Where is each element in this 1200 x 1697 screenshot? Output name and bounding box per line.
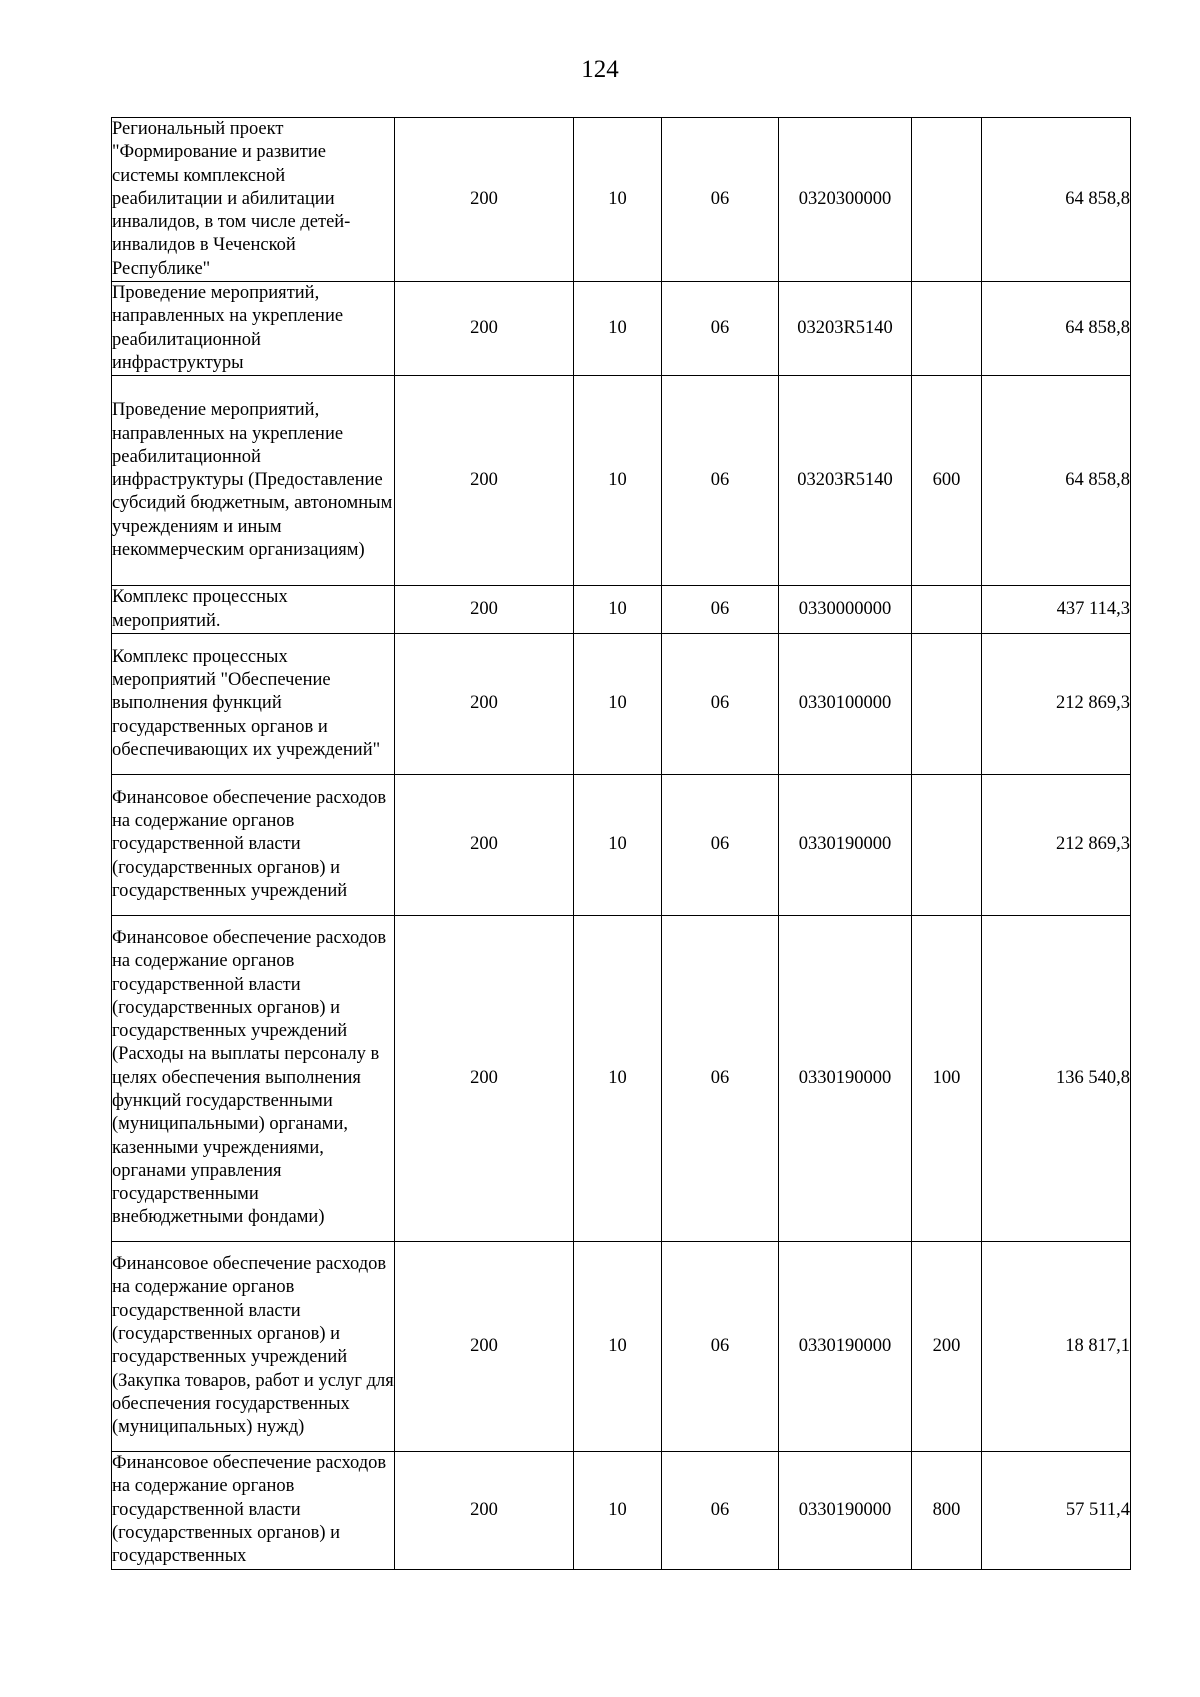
amount: 57 511,4 bbox=[982, 1451, 1131, 1569]
expense-type-code: 200 bbox=[912, 1241, 982, 1451]
subsection-code: 06 bbox=[662, 915, 779, 1241]
row-name: Финансовое обеспечение расходов на содержание органов государственной власти (государственных органов) и государственных bbox=[112, 1451, 395, 1569]
section-code: 10 bbox=[574, 915, 662, 1241]
expense-type-code bbox=[912, 586, 982, 634]
ministry-code: 200 bbox=[395, 633, 574, 774]
row-name: Проведение мероприятий, направленных на укрепление реабилитационной инфраструктуры (Предоставление субсидий бюджетным, автономным учреждениям и иным некоммерческим организациям) bbox=[112, 376, 395, 586]
table-row bbox=[112, 633, 1131, 774]
table-row bbox=[112, 915, 1131, 1241]
target-article-code: 0330100000 bbox=[779, 633, 912, 774]
row-name: Финансовое обеспечение расходов на содержание органов государственной власти (государственных органов) и государственных учреждений (Закупка товаров, работ и услуг для обеспечения государственных (муниципальных) нужд) bbox=[112, 1241, 395, 1451]
target-article-code: 0330190000 bbox=[779, 774, 912, 915]
target-article-code: 0330000000 bbox=[779, 586, 912, 634]
table-row bbox=[112, 376, 1131, 586]
ministry-code: 200 bbox=[395, 282, 574, 376]
target-article-code: 03203R5140 bbox=[779, 376, 912, 586]
section-code: 10 bbox=[574, 1451, 662, 1569]
ministry-code: 200 bbox=[395, 118, 574, 282]
amount: 212 869,3 bbox=[982, 633, 1131, 774]
section-code: 10 bbox=[574, 118, 662, 282]
target-article-code: 0330190000 bbox=[779, 1451, 912, 1569]
ministry-code: 200 bbox=[395, 1451, 574, 1569]
subsection-code: 06 bbox=[662, 282, 779, 376]
expense-type-code: 100 bbox=[912, 915, 982, 1241]
ministry-code: 200 bbox=[395, 915, 574, 1241]
expense-type-code: 800 bbox=[912, 1451, 982, 1569]
subsection-code: 06 bbox=[662, 376, 779, 586]
table-row bbox=[112, 118, 1131, 282]
expense-type-code bbox=[912, 282, 982, 376]
section-code: 10 bbox=[574, 633, 662, 774]
row-name: Проведение мероприятий, направленных на укрепление реабилитационной инфраструктуры bbox=[112, 282, 395, 376]
ministry-code: 200 bbox=[395, 586, 574, 634]
amount: 136 540,8 bbox=[982, 915, 1131, 1241]
subsection-code: 06 bbox=[662, 118, 779, 282]
table-row bbox=[112, 774, 1131, 915]
target-article-code: 0320300000 bbox=[779, 118, 912, 282]
expense-type-code bbox=[912, 633, 982, 774]
table-row bbox=[112, 282, 1131, 376]
subsection-code: 06 bbox=[662, 633, 779, 774]
amount: 212 869,3 bbox=[982, 774, 1131, 915]
amount: 64 858,8 bbox=[982, 282, 1131, 376]
row-name: Финансовое обеспечение расходов на содержание органов государственной власти (государственных органов) и государственных учреждений (Расходы на выплаты персоналу в целях обеспечения выполнения функций государственными (муниципальными) органами, казенными учреждениями, органами управления государственными внебюджетными фондами) bbox=[112, 915, 395, 1241]
row-name: Комплекс процессных мероприятий "Обеспечение выполнения функций государственных органов и обеспечивающих их учреждений" bbox=[112, 633, 395, 774]
amount: 64 858,8 bbox=[982, 118, 1131, 282]
budget-table bbox=[111, 117, 1131, 1570]
table-row bbox=[112, 586, 1131, 634]
subsection-code: 06 bbox=[662, 1241, 779, 1451]
expense-type-code bbox=[912, 774, 982, 915]
ministry-code: 200 bbox=[395, 774, 574, 915]
target-article-code: 03203R5140 bbox=[779, 282, 912, 376]
ministry-code: 200 bbox=[395, 1241, 574, 1451]
table-row bbox=[112, 1241, 1131, 1451]
amount: 64 858,8 bbox=[982, 376, 1131, 586]
target-article-code: 0330190000 bbox=[779, 915, 912, 1241]
amount: 437 114,3 bbox=[982, 586, 1131, 634]
row-name: Комплекс процессных мероприятий. bbox=[112, 586, 395, 634]
section-code: 10 bbox=[574, 586, 662, 634]
ministry-code: 200 bbox=[395, 376, 574, 586]
section-code: 10 bbox=[574, 774, 662, 915]
table-row bbox=[112, 1451, 1131, 1569]
section-code: 10 bbox=[574, 1241, 662, 1451]
subsection-code: 06 bbox=[662, 774, 779, 915]
section-code: 10 bbox=[574, 376, 662, 586]
amount: 18 817,1 bbox=[982, 1241, 1131, 1451]
subsection-code: 06 bbox=[662, 586, 779, 634]
page-number: 124 bbox=[581, 56, 619, 83]
row-name: Региональный проект "Формирование и развитие системы комплексной реабилитации и абилитации инвалидов, в том числе детей-инвалидов в Чеченской Республике" bbox=[112, 118, 395, 282]
target-article-code: 0330190000 bbox=[779, 1241, 912, 1451]
row-name: Финансовое обеспечение расходов на содержание органов государственной власти (государственных органов) и государственных учреждений bbox=[112, 774, 395, 915]
expense-type-code: 600 bbox=[912, 376, 982, 586]
subsection-code: 06 bbox=[662, 1451, 779, 1569]
section-code: 10 bbox=[574, 282, 662, 376]
expense-type-code bbox=[912, 118, 982, 282]
